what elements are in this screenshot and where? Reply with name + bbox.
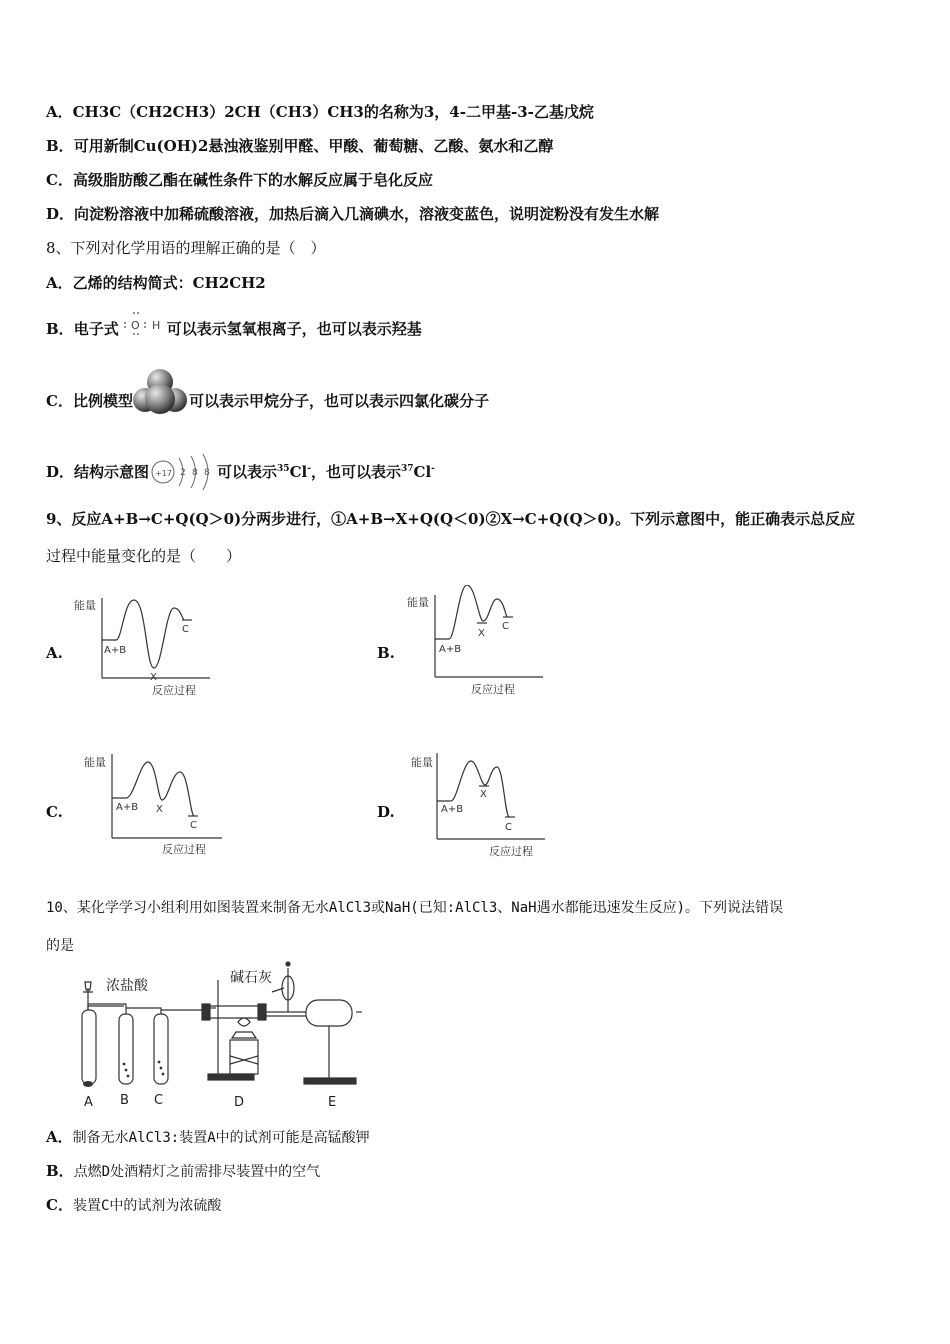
atomic-structure-diagram <box>149 462 217 482</box>
q10-option-c <box>46 1195 221 1216</box>
q10-stem-line2 <box>46 935 74 956</box>
q8-d-text1: 结构示意图 <box>74 463 150 481</box>
h-atom-glyph: H <box>151 319 160 332</box>
q7-c-text: 高级脂肪酸乙酯在碱性条件下的水解反应属于皂化反应 <box>72 171 433 189</box>
q10-stem-line1 <box>46 897 783 918</box>
x-axis-label: 反应过程 <box>471 683 515 696</box>
q7-a-prefix: A． <box>46 103 73 121</box>
shell-2-count: 8 <box>192 468 198 478</box>
product-label: C <box>502 621 509 632</box>
space-filling-model <box>133 391 189 411</box>
x-axis-label: 反应过程 <box>152 684 196 697</box>
q10-option-b <box>46 1161 320 1182</box>
q10-stem-text1: 10、某化学学习小组利用如图装置来制备无水AlCl3或NaH(已知:AlCl3、NaH遇水都能迅速发生反应)。下列说法错误 <box>46 900 784 916</box>
o-atom-glyph: O <box>130 319 140 332</box>
q8-stem-text: 8、下列对化学用语的理解正确的是（ ） <box>46 239 326 257</box>
q9-stem-text1: 9、反应A+B→C+Q(Q＞0)分两步进行，①A+B→X+Q(Q＜0)②X→C+Q(Q＞0)。下列示意图中，能正确表示总反应 <box>46 510 856 528</box>
apparatus-diagram <box>66 960 366 1112</box>
isotope-35: 35 <box>277 464 290 474</box>
nucleus-label: +17 <box>155 469 172 478</box>
q7-b-text: 可用新制Cu(OH)2悬浊液鉴别甲醛、甲酸、葡萄糖、乙酸、氨水和乙醇 <box>73 137 554 155</box>
chloride-ion-2: Cl <box>413 463 432 481</box>
intermediate-label: X <box>150 672 157 683</box>
space-filling-svg <box>133 367 189 417</box>
q9-stem-line2 <box>46 546 241 566</box>
apparatus-label-d: D <box>234 1095 245 1110</box>
q8-d-text2: 可以表示 <box>217 463 278 481</box>
reactant-label: A+B <box>104 645 127 656</box>
reactant-label: A+B <box>116 802 139 813</box>
product-label: C <box>505 822 512 833</box>
energy-diagram-d <box>405 745 555 860</box>
charge-1: - <box>307 464 311 474</box>
q9-option-b-label: B. <box>377 644 395 662</box>
q7-b-prefix: B． <box>46 137 74 155</box>
energy-diagram-c <box>82 748 232 860</box>
q8-option-d <box>46 462 435 485</box>
q8-d-text3: ，也可以表示 <box>310 463 401 481</box>
q7-option-b <box>46 136 553 156</box>
q8-c-text1: 比例模型 <box>72 392 133 410</box>
intermediate-label: X <box>156 804 163 815</box>
electron-dot-formula <box>119 319 167 339</box>
intermediate-label: X <box>480 789 487 800</box>
q9-option-d-label: D. <box>377 803 395 821</box>
q10-stem-text2: 的是 <box>46 938 74 954</box>
q7-option-a <box>46 102 594 122</box>
apparatus-label-b: B <box>120 1093 129 1108</box>
q8-b-text2: 可以表示氢氧根离子，也可以表示羟基 <box>166 320 422 338</box>
q8-a-prefix: A． <box>46 274 73 292</box>
q10-a-text: 制备无水AlCl3:装置A中的试剂可能是高锰酸钾 <box>72 1130 370 1146</box>
electron-dot-svg <box>119 309 167 337</box>
reactant-label: A+B <box>439 644 462 655</box>
q10-c-text: 装置C中的试剂为浓硫酸 <box>72 1198 222 1214</box>
q10-a-prefix: A． <box>46 1128 73 1146</box>
apparatus-label-a: A <box>84 1095 93 1110</box>
q10-b-text: 点燃D处酒精灯之前需排尽装置中的空气 <box>73 1164 321 1180</box>
q8-b-prefix: B． <box>46 320 74 338</box>
product-label: C <box>190 820 197 831</box>
y-axis-label: 能量 <box>407 596 429 609</box>
q8-option-c <box>46 391 489 411</box>
q7-option-d <box>46 204 659 224</box>
q10-c-prefix: C． <box>46 1196 73 1214</box>
q8-c-prefix: C． <box>46 392 73 410</box>
q8-option-b <box>46 319 422 339</box>
q10-b-prefix: B． <box>46 1162 74 1180</box>
x-axis-label: 反应过程 <box>489 845 533 858</box>
shell-1-count: 2 <box>180 468 186 478</box>
q7-a-text: CH3C（CH2CH3）2CH（CH3）CH3的名称为3，4-二甲基-3-乙基戊烷 <box>72 103 594 121</box>
y-axis-label: 能量 <box>84 756 106 769</box>
q7-d-prefix: D． <box>46 205 75 223</box>
atomic-structure-svg <box>149 452 217 492</box>
q7-c-prefix: C． <box>46 171 73 189</box>
q10-option-a <box>46 1127 370 1148</box>
isotope-37: 37 <box>400 464 414 474</box>
shell-3-count: 8 <box>204 468 210 478</box>
energy-diagram-b <box>403 585 553 700</box>
q9-option-c-label: C. <box>46 803 63 821</box>
q8-d-prefix: D． <box>46 463 75 481</box>
y-axis-label: 能量 <box>411 756 433 769</box>
x-axis-label: 反应过程 <box>162 843 206 856</box>
q7-option-c <box>46 170 433 190</box>
q8-option-a <box>46 273 266 293</box>
soda-lime-label: 碱石灰 <box>230 970 272 986</box>
charge-2: - <box>431 464 435 474</box>
y-axis-label: 能量 <box>74 599 96 612</box>
apparatus-label-c: C <box>154 1093 164 1108</box>
chloride-ion-1: Cl <box>289 463 308 481</box>
product-label: C <box>182 624 189 635</box>
q8-b-text1: 电子式 <box>73 320 119 338</box>
acid-label: 浓盐酸 <box>106 978 148 994</box>
reactant-label: A+B <box>441 804 464 815</box>
q7-d-text: 向淀粉溶液中加稀硫酸溶液，加热后滴入几滴碘水，溶液变蓝色，说明淀粉没有发生水解 <box>74 205 660 223</box>
q8-a-text: 乙烯的结构简式：CH2CH2 <box>72 274 266 292</box>
q9-option-a-label: A. <box>46 644 63 662</box>
intermediate-label: X <box>478 628 485 639</box>
energy-diagram-a <box>70 590 220 700</box>
q9-stem-line1 <box>46 509 855 529</box>
apparatus-label-e: E <box>328 1095 337 1110</box>
q8-stem <box>46 238 326 258</box>
q9-stem-text2: 过程中能量变化的是（ ） <box>46 547 242 565</box>
q8-c-text2: 可以表示甲烷分子，也可以表示四氯化碳分子 <box>188 392 489 410</box>
